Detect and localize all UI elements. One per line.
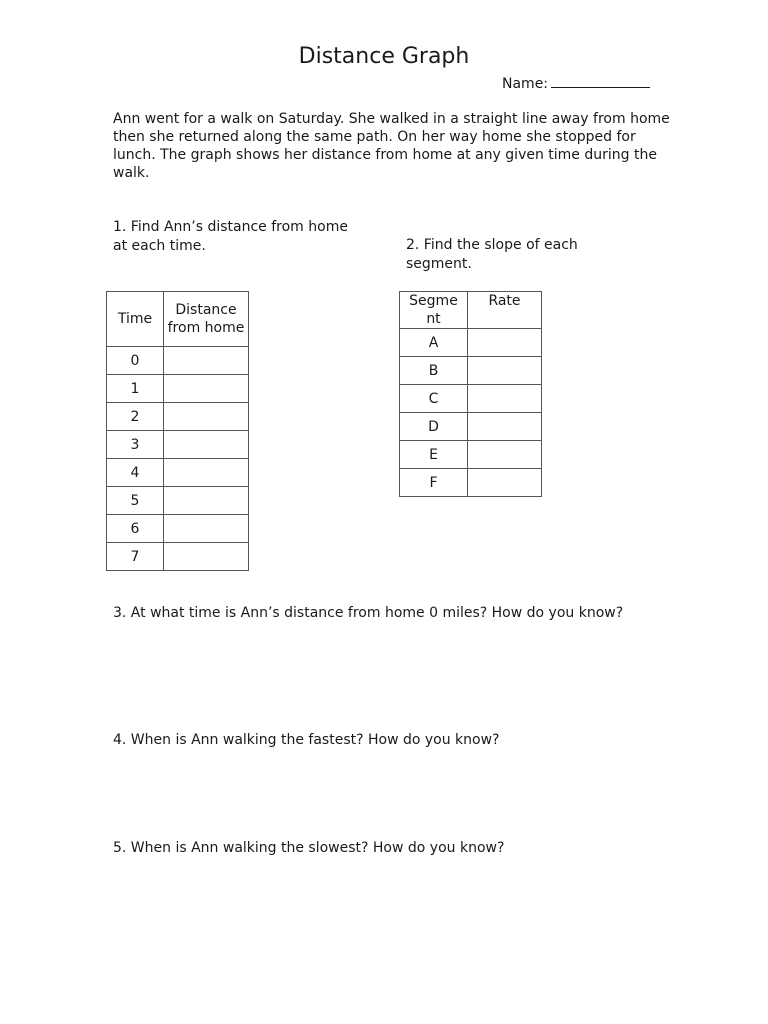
segment-row	[400, 441, 542, 469]
slope-table	[399, 291, 542, 497]
time-row-label: 3	[107, 431, 164, 459]
question-4: 4. When is Ann walking the fastest? How do you know?	[113, 732, 500, 748]
time-row	[107, 487, 249, 515]
time-row-label: 5	[107, 487, 164, 515]
distance-table-header	[107, 292, 249, 347]
time-row-answer-cell[interactable]	[164, 347, 249, 375]
question-1-line-2: at each time.	[113, 237, 206, 254]
segment-row-label: F	[400, 469, 468, 497]
question-5: 5. When is Ann walking the slowest? How do you know?	[113, 840, 505, 856]
time-row	[107, 515, 249, 543]
segment-row	[400, 413, 542, 441]
header-rate: Rate	[468, 292, 542, 329]
name-blank-line	[551, 73, 650, 88]
question-1-line-1: 1. Find Ann’s distance from home	[113, 219, 348, 235]
header-distance: Distance from home	[164, 292, 249, 347]
time-row-label: 6	[107, 515, 164, 543]
time-row-label: 1	[107, 375, 164, 403]
segment-row-label: B	[400, 357, 468, 385]
header-time: Time	[107, 292, 164, 347]
distance-table	[106, 291, 249, 571]
time-row-label: 7	[107, 543, 164, 571]
segment-row-label: A	[400, 329, 468, 357]
time-row-label: 4	[107, 459, 164, 487]
segment-row-answer-cell[interactable]	[468, 413, 542, 441]
header-segment: Segme nt	[400, 292, 468, 329]
time-row	[107, 431, 249, 459]
segment-row	[400, 469, 542, 497]
time-row	[107, 347, 249, 375]
question-2: 2. Find the slope of each segment.	[406, 237, 578, 272]
question-1	[113, 218, 353, 255]
time-row-label: 2	[107, 403, 164, 431]
name-field	[502, 73, 650, 92]
segment-row-answer-cell[interactable]	[468, 329, 542, 357]
time-row-answer-cell[interactable]	[164, 431, 249, 459]
segment-row-answer-cell[interactable]	[468, 441, 542, 469]
name-label: Name:	[502, 76, 549, 92]
time-row	[107, 459, 249, 487]
segment-row-label: C	[400, 385, 468, 413]
time-row-label: 0	[107, 347, 164, 375]
segment-row	[400, 357, 542, 385]
segment-row-label: D	[400, 413, 468, 441]
segment-row-label: E	[400, 441, 468, 469]
time-row-answer-cell[interactable]	[164, 459, 249, 487]
segment-row-answer-cell[interactable]	[468, 385, 542, 413]
time-row-answer-cell[interactable]	[164, 543, 249, 571]
time-row	[107, 375, 249, 403]
intro-paragraph: Ann went for a walk on Saturday. She walked in a straight line away from home then she returned along the same path. On her way home she stopped for lunch. The graph shows her distance from home at any given time during the walk.	[113, 111, 670, 181]
time-row-answer-cell[interactable]	[164, 375, 249, 403]
time-row-answer-cell[interactable]	[164, 515, 249, 543]
time-row	[107, 543, 249, 571]
question-3: 3. At what time is Ann’s distance from home 0 miles? How do you know?	[113, 605, 624, 621]
slope-table-header	[400, 292, 542, 329]
time-row-answer-cell[interactable]	[164, 487, 249, 515]
page-title: Distance Graph	[298, 44, 470, 69]
segment-row	[400, 385, 542, 413]
segment-row-answer-cell[interactable]	[468, 469, 542, 497]
time-row	[107, 403, 249, 431]
segment-row	[400, 329, 542, 357]
segment-row-answer-cell[interactable]	[468, 357, 542, 385]
time-row-answer-cell[interactable]	[164, 403, 249, 431]
